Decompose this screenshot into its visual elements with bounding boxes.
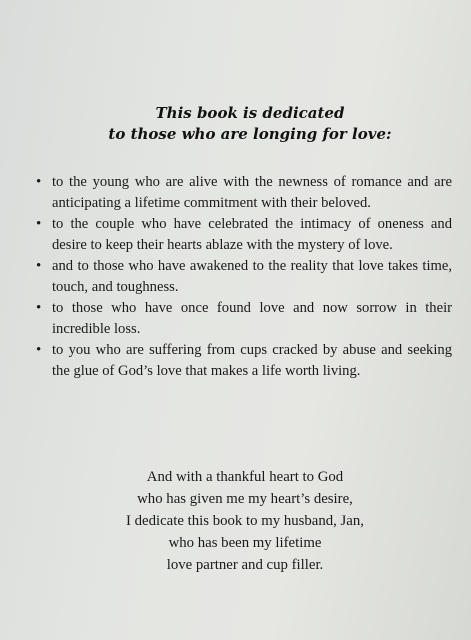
closing-dedication: [40, 466, 450, 576]
dedication-heading: [60, 103, 440, 145]
dedication-item-young: • to the young who are alive with the newness of romance and are anticipating a lifetime commitment with their beloved.: [36, 172, 452, 214]
closing-line-2: who has given me my heart’s desire,: [137, 491, 353, 507]
closing-line-5: love partner and cup filler.: [166, 557, 324, 573]
dedication-list: [36, 172, 452, 382]
closing-line-3: I dedicate this book to my husband, Jan,: [126, 513, 364, 529]
heading-line-1: This book is dedicated: [155, 104, 345, 122]
closing-line-4: who has been my lifetime: [168, 535, 322, 551]
dedication-item-couple: • to the couple who have celebrated the intimacy of oneness and desire to keep their hearts ablaze with the mystery of love.: [36, 214, 452, 256]
dedication-item-suffering: • to you who are suffering from cups cracked by abuse and seeking the glue of God’s love that makes a life worth living.: [36, 340, 452, 382]
dedication-item-loss: • to those who have once found love and now sorrow in their incredible loss.: [36, 298, 452, 340]
closing-line-1: And with a thankful heart to God: [146, 469, 344, 485]
heading-line-2: to those who are longing for love:: [108, 125, 392, 143]
dedication-item-awakened: • and to those who have awakened to the reality that love takes time, touch, and toughness.: [36, 256, 452, 298]
